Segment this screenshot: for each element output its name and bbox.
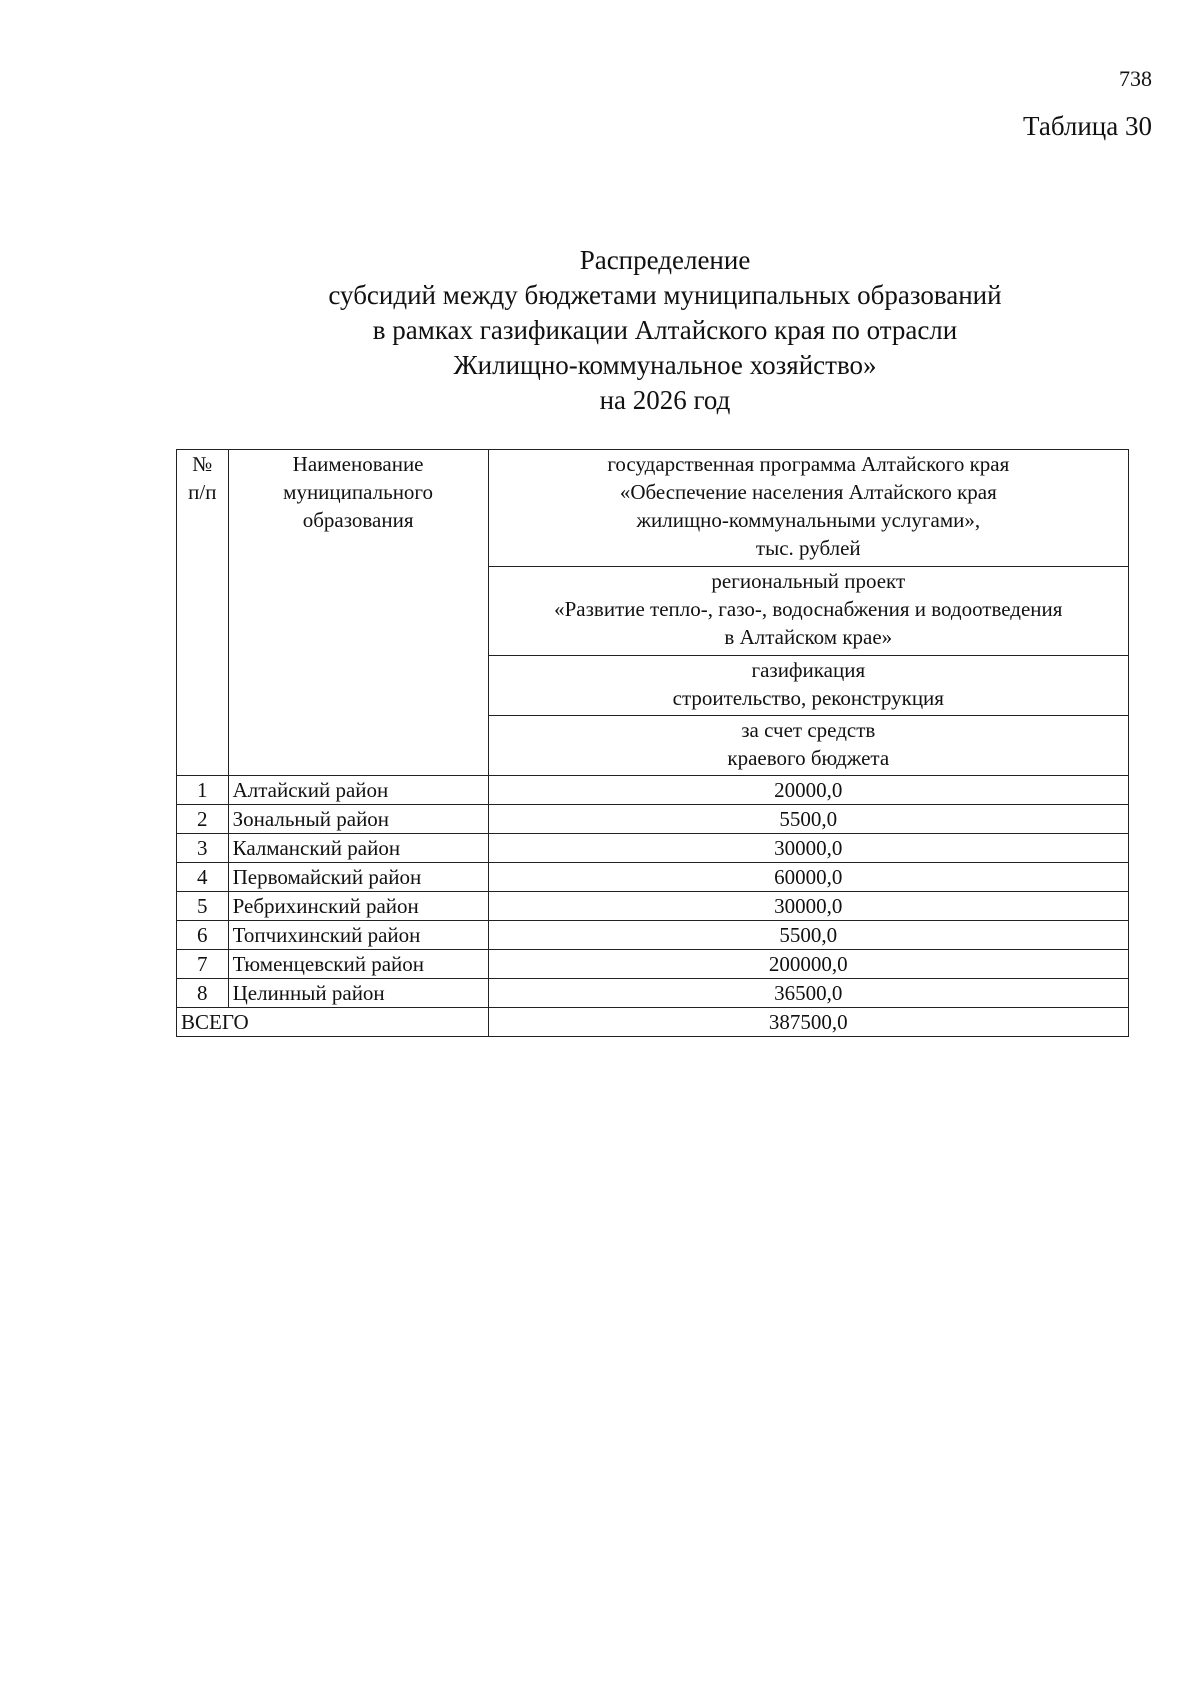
table-row — [177, 950, 1129, 979]
header-text: государственная программа Алтайского края — [607, 452, 1010, 476]
title-line: в рамках газификации Алтайского края по отрасли — [372, 315, 958, 345]
row-value: 5500,0 — [488, 921, 1128, 950]
row-number: 8 — [177, 979, 229, 1008]
table-row — [177, 863, 1129, 892]
header-text: Наименование — [292, 452, 424, 476]
total-label: ВСЕГО — [177, 1008, 489, 1037]
table-row — [177, 805, 1129, 834]
table-label: Таблица 30 — [1023, 111, 1152, 141]
header-text: строительство, реконструкция — [672, 686, 944, 710]
header-number-abbr: п/п — [188, 480, 217, 504]
title-line: Жилищно-коммунальное хозяйство» — [453, 350, 877, 380]
header-text: «Обеспечение населения Алтайского края — [619, 480, 997, 504]
row-value: 60000,0 — [488, 863, 1128, 892]
row-number: 1 — [177, 776, 229, 805]
header-number — [177, 450, 229, 776]
table-row — [177, 834, 1129, 863]
row-number: 3 — [177, 834, 229, 863]
header-text: муниципального — [283, 480, 434, 504]
row-number: 6 — [177, 921, 229, 950]
row-municipality: Тюменцевский район — [228, 950, 488, 979]
table-row — [177, 776, 1129, 805]
row-value: 30000,0 — [488, 834, 1128, 863]
row-municipality: Зональный район — [228, 805, 488, 834]
header-text: «Развитие тепло-, газо-, водоснабжения и водоотведения — [554, 597, 1063, 621]
row-value: 36500,0 — [488, 979, 1128, 1008]
header-text: региональный проект — [711, 569, 906, 593]
total-row — [177, 1008, 1129, 1037]
row-municipality: Калманский район — [228, 834, 488, 863]
header-regional-project — [488, 567, 1128, 656]
header-text: образования — [302, 508, 414, 532]
header-text: тыс. рублей — [755, 536, 861, 560]
table-row — [177, 892, 1129, 921]
total-value: 387500,0 — [488, 1008, 1128, 1037]
row-municipality: Первомайский район — [228, 863, 488, 892]
header-funding-source — [488, 716, 1128, 776]
header-municipality — [228, 450, 488, 776]
row-number: 2 — [177, 805, 229, 834]
row-value: 20000,0 — [488, 776, 1128, 805]
table-row — [177, 979, 1129, 1008]
row-number: 5 — [177, 892, 229, 921]
header-text: в Алтайском крае» — [724, 625, 893, 649]
row-number: 4 — [177, 863, 229, 892]
header-text: жилищно-коммунальными услугами», — [636, 508, 981, 532]
title-line: субсидий между бюджетами муниципальных образований — [328, 280, 1002, 310]
subsidy-table — [176, 449, 1129, 1037]
header-number-symbol: № — [192, 452, 213, 476]
row-number: 7 — [177, 950, 229, 979]
row-municipality: Ребрихинский район — [228, 892, 488, 921]
row-value: 5500,0 — [488, 805, 1128, 834]
page-number: 738 — [1119, 66, 1152, 91]
header-program — [488, 450, 1128, 567]
table-row — [177, 921, 1129, 950]
header-text: газификация — [751, 658, 866, 682]
header-text: за счет средств — [741, 718, 876, 742]
title-line: Распределение — [579, 245, 751, 275]
header-gasification — [488, 656, 1128, 716]
header-text: краевого бюджета — [727, 746, 890, 770]
row-value: 30000,0 — [488, 892, 1128, 921]
row-municipality: Алтайский район — [228, 776, 488, 805]
document-title — [0, 243, 1200, 418]
title-line: на 2026 год — [599, 385, 731, 415]
row-municipality: Топчихинский район — [228, 921, 488, 950]
row-value: 200000,0 — [488, 950, 1128, 979]
row-municipality: Целинный район — [228, 979, 488, 1008]
